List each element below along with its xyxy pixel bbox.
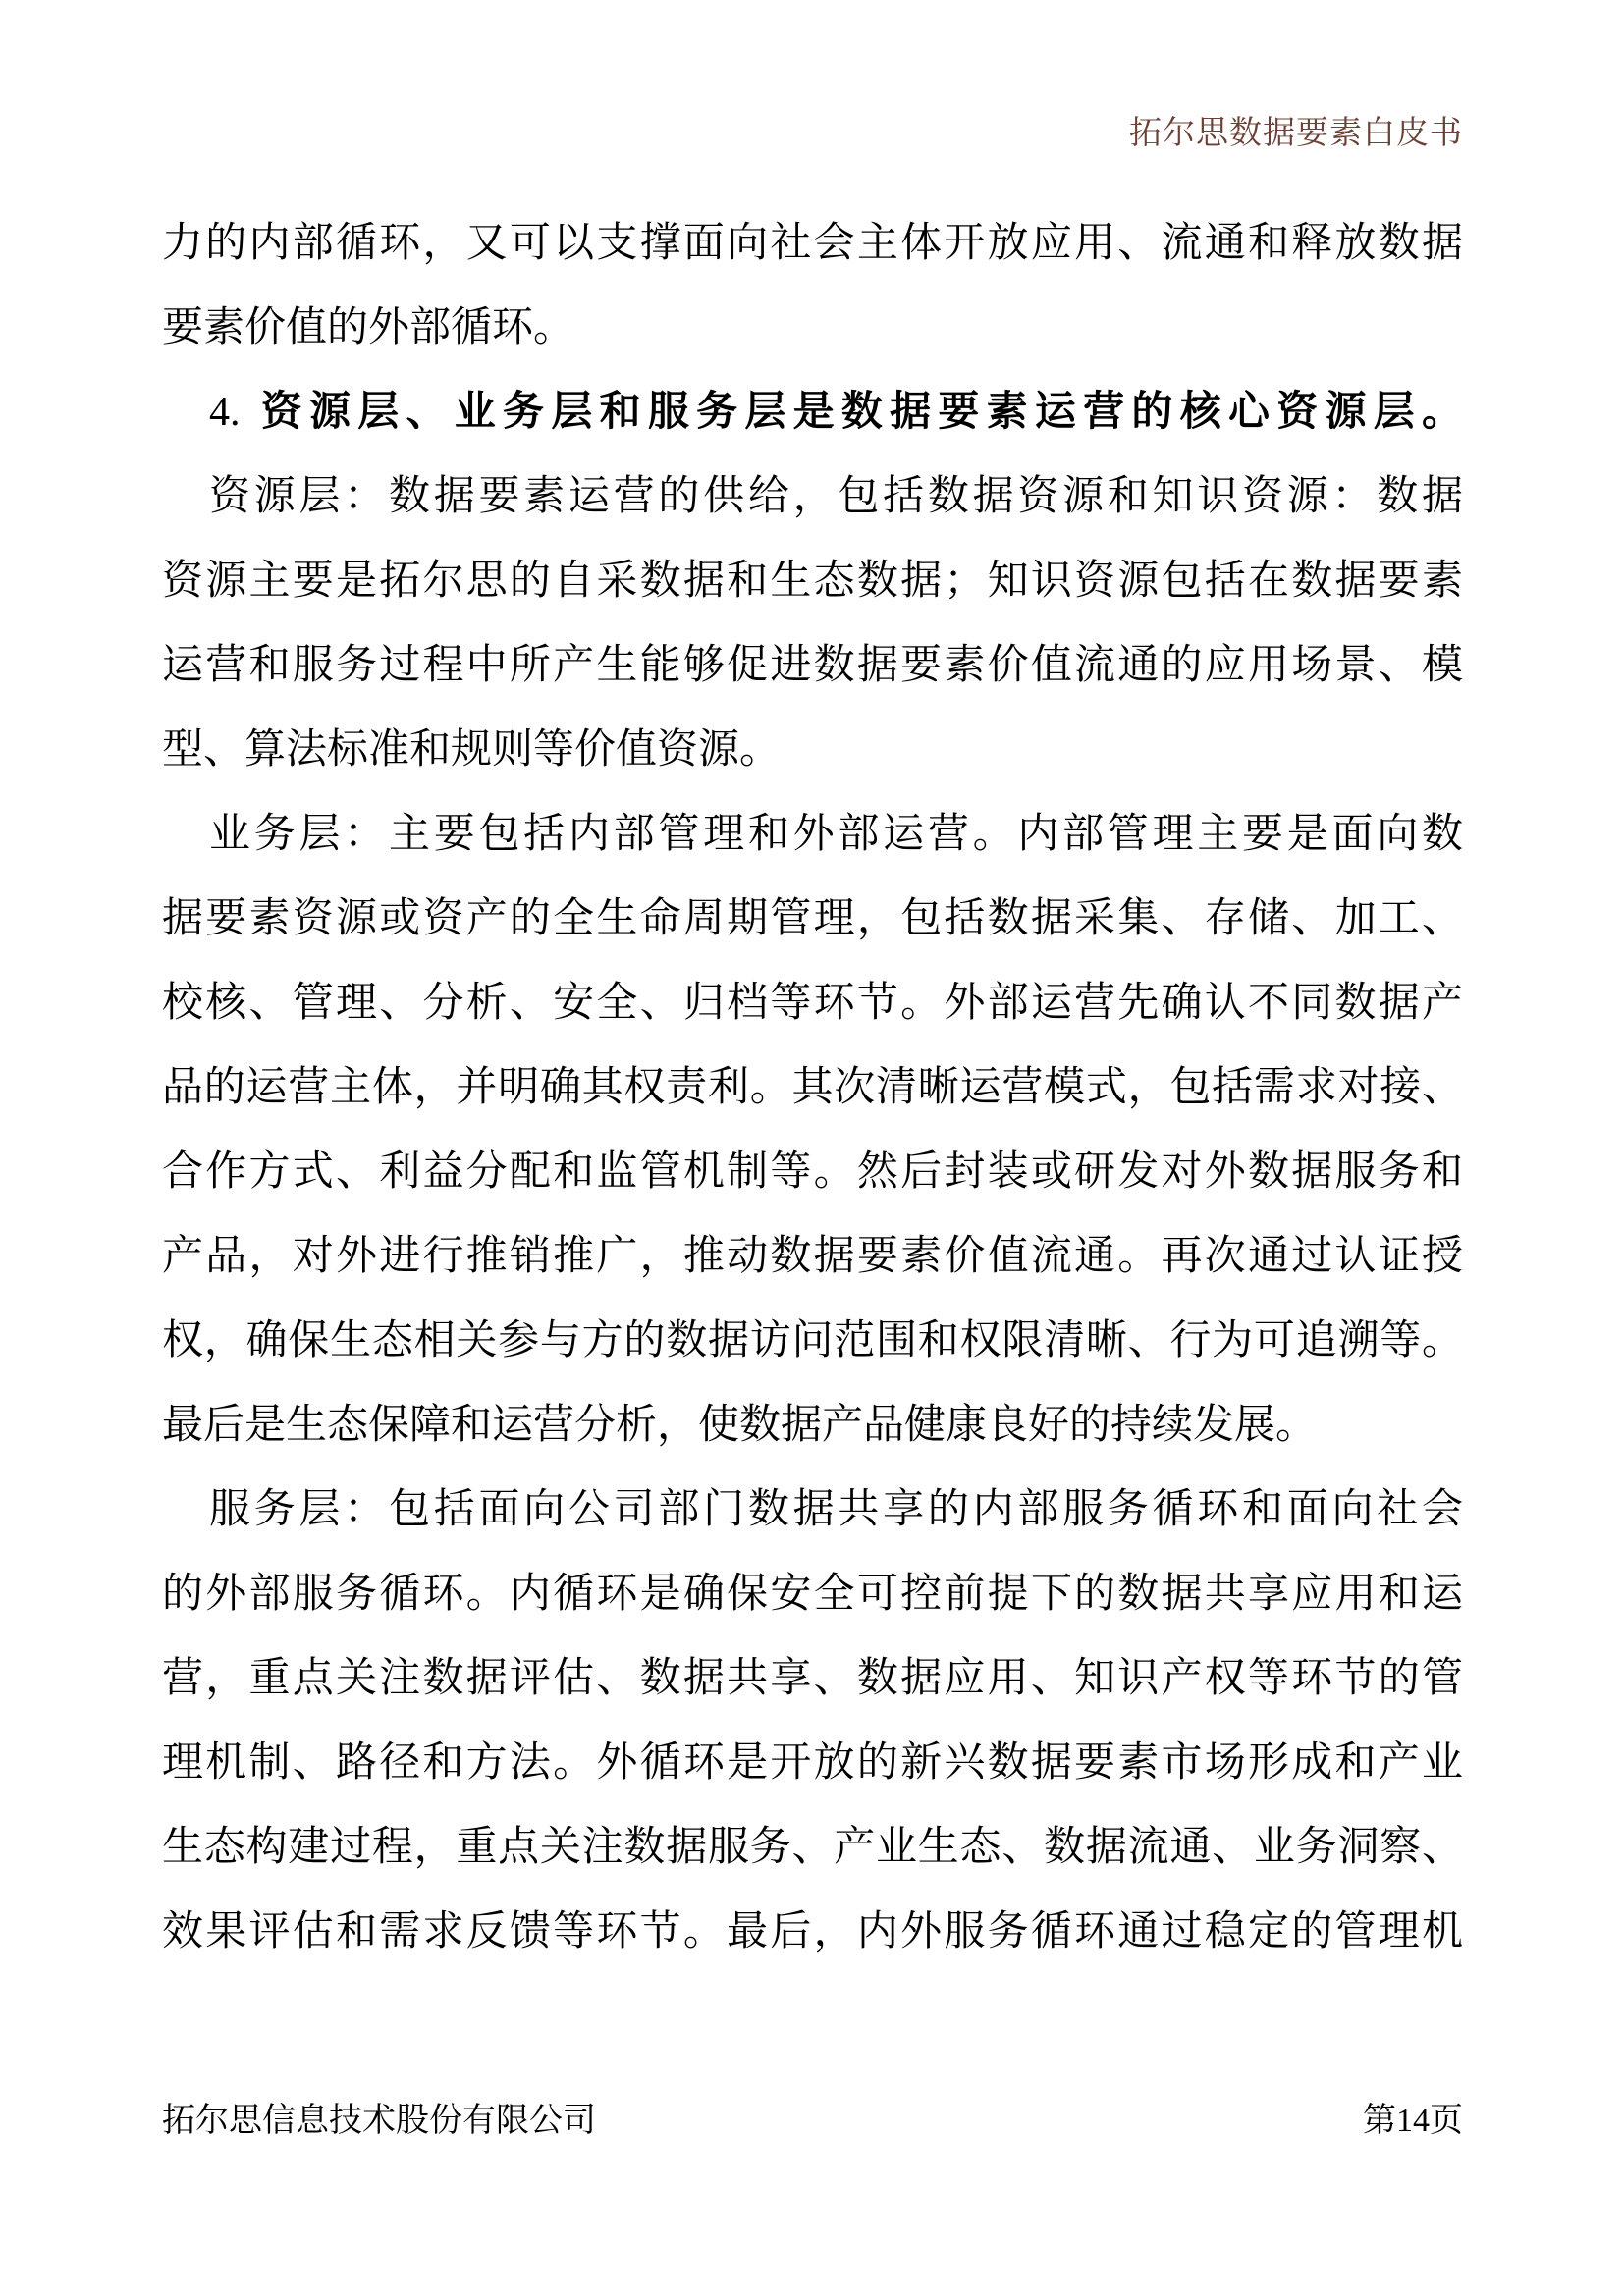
text-line: 要素价值的外部循环。	[162, 305, 575, 350]
text-line: 的外部服务循环。内循环是确保安全可控前提下的数据共享应用和运	[162, 1572, 1463, 1617]
text-line: 权，确保生态相关参与方的数据访问范围和权限清晰、行为可追溯等。	[162, 1318, 1463, 1363]
text-line: 资源层：数据要素运营的供给，包括数据资源和知识资源：数据	[209, 474, 1463, 519]
text-line: 型、算法标准和规则等价值资源。	[162, 727, 782, 773]
text-line: 产品，对外进行推销推广，推动数据要素价值流通。再次通过认证授	[162, 1234, 1463, 1279]
footer-company: 拓尔思信息技术股份有限公司	[162, 2103, 596, 2139]
text-line: 营，重点关注数据评估、数据共享、数据应用、知识产权等环节的管	[162, 1656, 1463, 1701]
page-header	[162, 114, 1463, 153]
section-heading	[162, 370, 1463, 454]
heading-number: 4.	[209, 390, 241, 435]
page-footer	[162, 2101, 1463, 2142]
text-line: 校核、管理、分析、安全、归档等环节。外部运营先确认不同数据产	[162, 981, 1463, 1026]
footer-page-number: 第14页	[1363, 2103, 1463, 2139]
body-lines	[162, 201, 1463, 1974]
text-line: 生态构建过程，重点关注数据服务、产业生态、数据流通、业务洞察、	[162, 1825, 1463, 1870]
text-line: 理机制、路径和方法。外循环是开放的新兴数据要素市场形成和产业	[162, 1740, 1463, 1786]
text-line: 资源主要是拓尔思的自采数据和生态数据；知识资源包括在数据要素	[162, 559, 1463, 604]
text-line: 效果评估和需求反馈等环节。最后，内外服务循环通过稳定的管理机	[162, 1909, 1463, 1954]
text-line: 业务层：主要包括内部管理和外部运营。内部管理主要是面向数	[209, 812, 1463, 857]
heading-text: 资源层、业务层和服务层是数据要素运营的核心资源层。	[253, 390, 1463, 435]
header-title: 拓尔思数据要素白皮书	[1129, 116, 1463, 151]
text-line: 合作方式、利益分配和监管机制等。然后封装或研发对外数据服务和	[162, 1149, 1463, 1195]
text-line: 力的内部循环，又可以支撑面向社会主体开放应用、流通和释放数据	[162, 221, 1463, 266]
text-line: 据要素资源或资产的全生命周期管理，包括数据采集、存储、加工、	[162, 896, 1463, 941]
text-line: 服务层：包括面向公司部门数据共享的内部服务循环和面向社会	[209, 1487, 1463, 1532]
text-line: 最后是生态保障和运营分析，使数据产品健康良好的持续发展。	[162, 1403, 1318, 1448]
text-line: 运营和服务过程中所产生能够促进数据要素价值流通的应用场景、模	[162, 643, 1463, 688]
text-line: 品的运营主体，并明确其权责利。其次清晰运营模式，包括需求对接、	[162, 1065, 1463, 1110]
